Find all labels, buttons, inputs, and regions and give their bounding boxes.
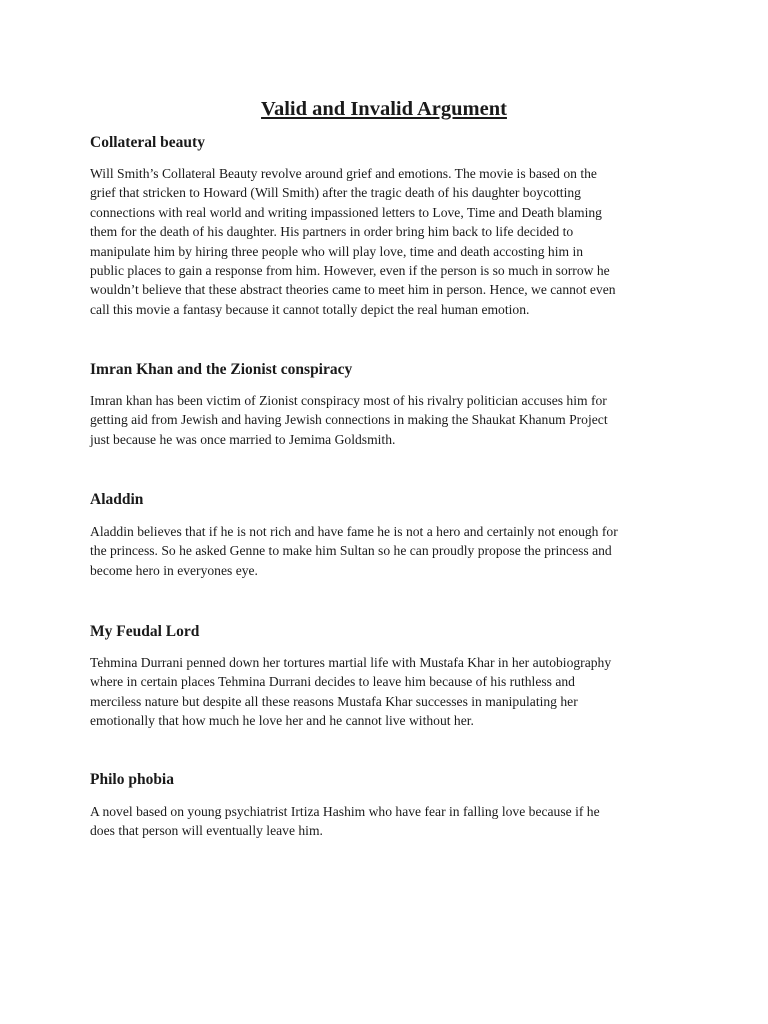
text-line: does that person will eventually leave him. [90, 823, 323, 839]
section-heading-philo-phobia: Philo phobia [90, 771, 174, 788]
section-body-collateral-beauty [90, 164, 690, 319]
text-line: just because he was once married to Jemima Goldsmith. [90, 431, 396, 447]
section-heading-imran-khan: Imran Khan and the Zionist conspiracy [90, 361, 353, 378]
document-title: Valid and Invalid Argument [261, 98, 507, 120]
section-heading-my-feudal-lord: My Feudal Lord [90, 623, 200, 640]
text-line: them for the death of his daughter. His partners in order bring him back to life decided to [90, 224, 574, 240]
text-line: where in certain places Tehmina Durrani decides to leave him because of his ruthless and [90, 674, 575, 690]
text-line: manipulate him by hiring three people who will play love, time and death accosting him in [90, 243, 584, 259]
text-line: public places to gain a response from him. However, even if the person is so much in sorrow he [90, 263, 610, 279]
section-body-my-feudal-lord [90, 653, 690, 731]
text-line: call this movie a fantasy because it cannot totally depict the real human emotion. [90, 301, 530, 317]
text-line: connections with real world and writing impassioned letters to Love, Time and Death blaming [90, 204, 602, 220]
text-line: wouldn’t believe that these abstract theories came to meet him in person. Hence, we cannot even [90, 282, 616, 298]
text-line: merciless nature but despite all these reasons Mustafa Khar successes in manipulating her [90, 693, 578, 709]
text-line: become hero in everyones eye. [90, 562, 258, 578]
section-body-imran-khan [90, 391, 690, 449]
text-line: Imran khan has been victim of Zionist conspiracy most of his rivalry politician accuses him for [90, 393, 607, 408]
text-line: Tehmina Durrani penned down her tortures martial life with Mustafa Khar in her autobiography [90, 655, 612, 670]
section-heading-collateral-beauty: Collateral beauty [90, 134, 205, 151]
text-line: grief that stricken to Howard (Will Smith) after the tragic death of his daughter boycotting [90, 185, 581, 201]
text-line: getting aid from Jewish and having Jewish connections in making the Shaukat Khanum Project [90, 412, 608, 428]
section-heading-aladdin: Aladdin [90, 491, 144, 508]
text-line: emotionally that how much he love her and he cannot live without her. [90, 713, 474, 729]
text-line: the princess. So he asked Genne to make him Sultan so he can proudly propose the princess and [90, 543, 612, 559]
text-line: Aladdin believes that if he is not rich and have fame he is not a hero and certainly not enough for [90, 524, 618, 539]
section-body-philo-phobia [90, 802, 690, 841]
section-body-aladdin [90, 522, 690, 580]
text-line: A novel based on young psychiatrist Irtiza Hashim who have fear in falling love because if he [90, 804, 600, 819]
text-line: Will Smith’s Collateral Beauty revolve around grief and emotions. The movie is based on the [90, 166, 597, 181]
